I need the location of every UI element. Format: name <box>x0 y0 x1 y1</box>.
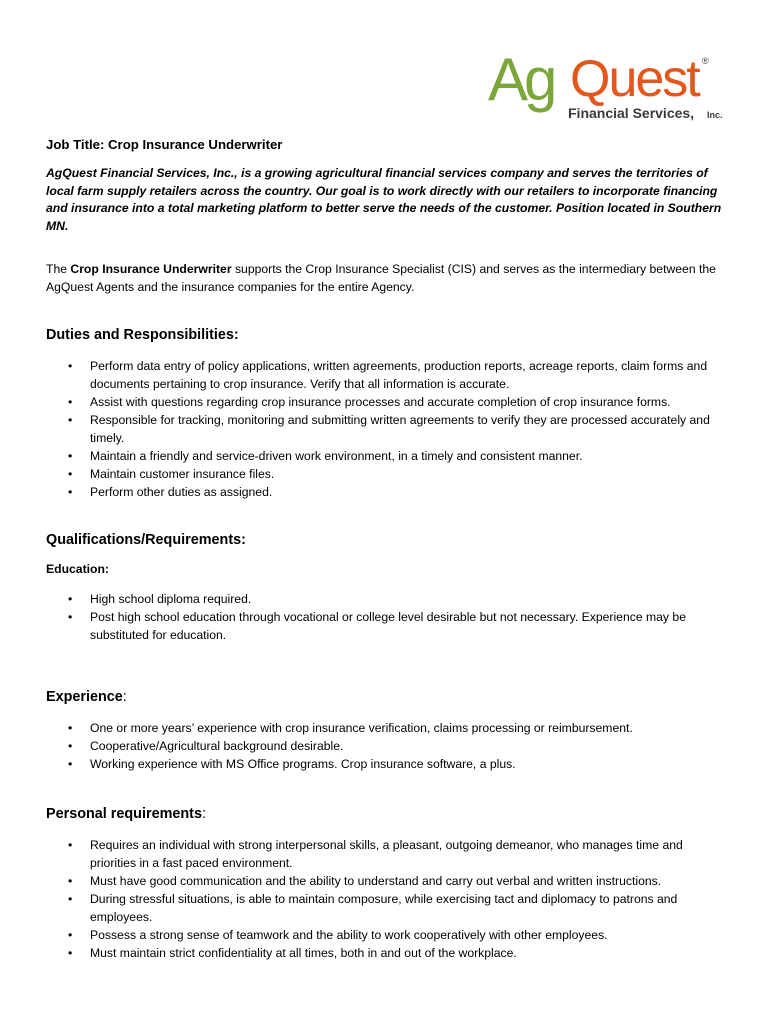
list-item: • Possess a strong sense of teamwork and the ability to work cooperatively with other employees. <box>46 926 722 944</box>
list-item: • High school diploma required. <box>46 590 722 608</box>
list-item: • Requires an individual with strong interpersonal skills, a pleasant, outgoing demeanor, who manages time and priorities in a fast paced environment. <box>46 836 722 872</box>
job-title: Job Title: Crop Insurance Underwriter <box>46 137 283 152</box>
logo-subtitle: Financial Services, <box>568 105 695 121</box>
qualifications-heading: Qualifications/Requirements: <box>46 532 246 549</box>
personal-heading-text: Personal requirements <box>46 806 202 823</box>
list-item: • Post high school education through vocational or college level desirable but not necessary. Experience may be substituted for education. <box>46 608 722 644</box>
personal-requirements-list <box>46 836 722 962</box>
summary-text: supports the Crop Insurance Specialist (CIS) and serves as the intermediary between the AgQuest Agents and the insurance companies for the entire Agency. <box>46 262 716 295</box>
personal-heading-colon: : <box>201 806 206 823</box>
summary-prefix: The <box>46 262 71 277</box>
company-intro: AgQuest Financial Services, Inc., is a growing agricultural financial services company and serves the territories of local farm supply retailers across the country. Our goal is to work directly with our retailers to incorporate financing and insurance into a total marketing platform to better serve the needs of the customer. Position located in Southern MN. <box>46 166 722 233</box>
logo-ag: Ag <box>488 46 554 113</box>
list-item: • Must maintain strict confidentiality at all times, both in and out of the workplace. <box>46 944 722 962</box>
list-item: • Cooperative/Agricultural background desirable. <box>46 737 722 755</box>
agquest-logo-graphic <box>486 44 726 124</box>
list-item: • Maintain customer insurance files. <box>46 465 722 483</box>
company-logo <box>486 44 726 124</box>
experience-list <box>46 719 722 773</box>
list-item: • Maintain a friendly and service-driven work environment, in a timely and consistent manner. <box>46 447 722 465</box>
experience-heading-text: Experience <box>46 689 123 706</box>
personal-requirements-heading <box>46 805 722 823</box>
duties-list <box>46 357 722 501</box>
education-heading: Education: <box>46 562 109 577</box>
list-item: • One or more years’ experience with crop insurance verification, claims processing or reimbursement. <box>46 719 722 737</box>
list-item: • Assist with questions regarding crop insurance processes and accurate completion of crop insurance forms. <box>46 393 722 411</box>
experience-heading-colon: : <box>122 689 127 706</box>
summary-role-name: Crop Insurance Underwriter <box>70 262 232 277</box>
logo-registered: ® <box>702 56 709 66</box>
experience-heading <box>46 688 722 706</box>
list-item: • Responsible for tracking, monitoring and submitting written agreements to verify they are processed accurately and timely. <box>46 411 722 447</box>
list-item: • Working experience with MS Office programs. Crop insurance software, a plus. <box>46 755 722 773</box>
list-item: • During stressful situations, is able to maintain composure, while exercising tact and diplomacy to patrons and employees. <box>46 890 722 926</box>
logo-suffix: Inc. <box>707 110 723 120</box>
list-item: • Must have good communication and the ability to understand and carry out verbal and written instructions. <box>46 872 722 890</box>
education-list <box>46 590 722 644</box>
duties-heading: Duties and Responsibilities: <box>46 327 239 344</box>
role-summary <box>46 260 722 296</box>
logo-quest: Quest <box>570 50 699 108</box>
list-item: • Perform other duties as assigned. <box>46 483 722 501</box>
list-item: • Perform data entry of policy applications, written agreements, production reports, acreage reports, claim forms and documents pertaining to crop insurance. Verify that all information is accurate. <box>46 357 722 393</box>
document-body <box>46 136 722 962</box>
